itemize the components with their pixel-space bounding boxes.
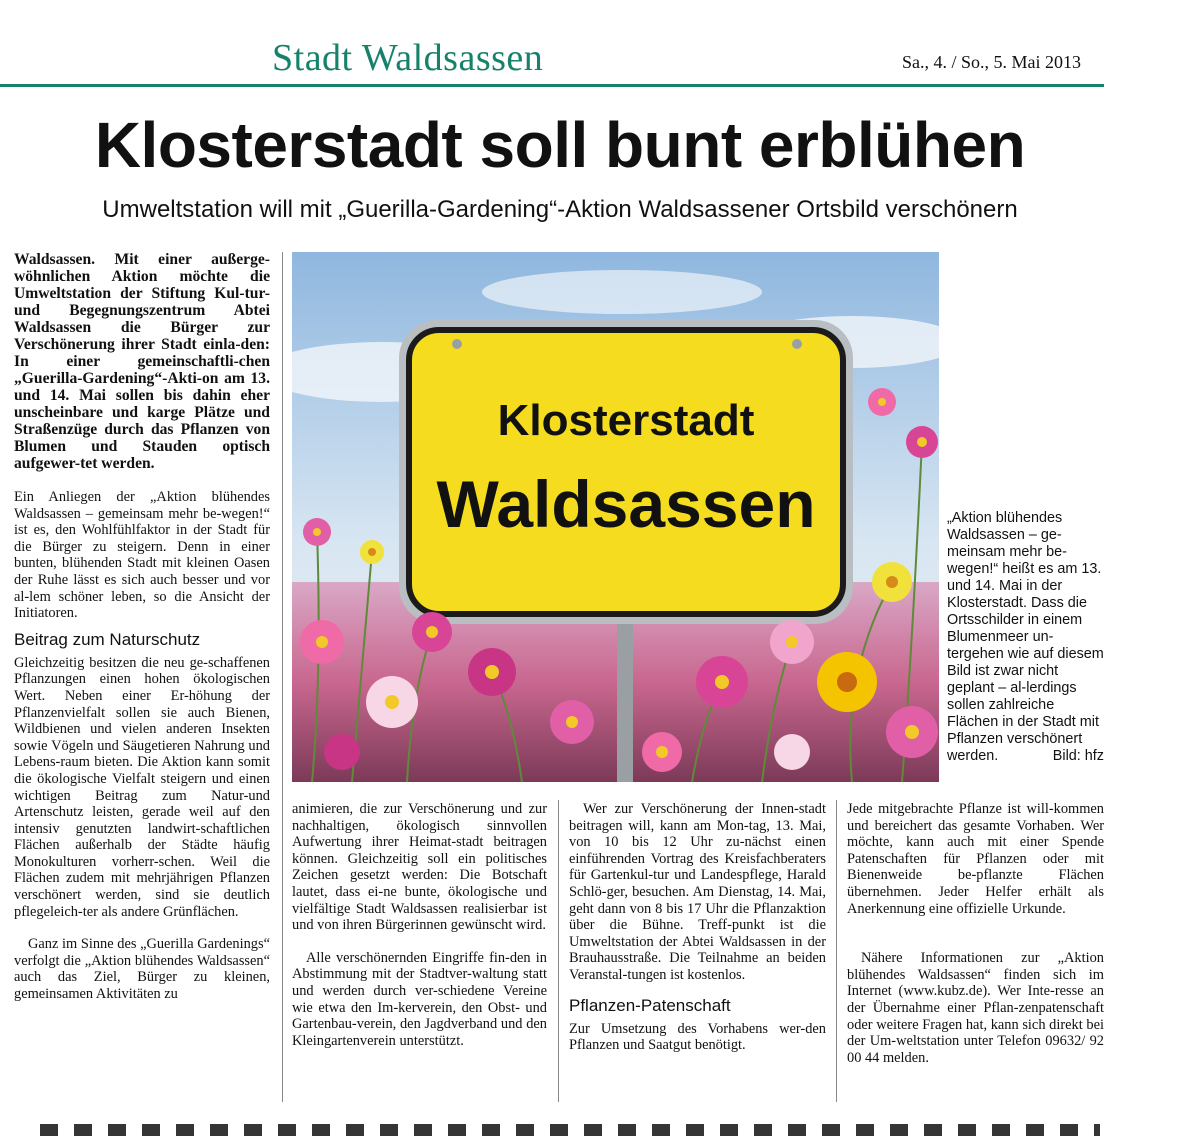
body-paragraph: Zur Umsetzung des Vorhabens wer-den Pflanzen und Saatgut benötigt. — [569, 1020, 826, 1054]
subheadline: Umweltstation will mit „Guerilla-Gardening“-Aktion Waldsassener Ortsbild verschönern — [102, 196, 1018, 223]
body-paragraph: animieren, die zur Verschönerung und zur nachhaltigen, ökologisch sinnvollen Aufwertung ihrer Heimat-stadt beitragen können. Gleichzeitig soll ein politisches Zeichen gesetzt werden: Die Botschaft lautet, dass ei-ne bunte, ökologische und vielfältige Stadt Waldsassen realisierbar ist und von ihren Bürgerinnen gewünscht wird. — [292, 801, 547, 934]
body-paragraph: Jede mitgebrachte Pflanze ist will-kommen und bereichert das gesamte Vorhaben. Wer möchte, kann auch mit einer Spende Patenschaften für Pflanzen oder mit Bienenweide be-pflanzte Flächen übernehmen. Jeder Helfer erhält als Anerkennung eine offizielle Urkunde. — [847, 801, 1104, 917]
body-paragraph: Ganz im Sinne des „Guerilla Gardenings“ verfolgt die „Aktion blühendes Waldsassen“ auch das Ziel, Bürger zu kleinen, gemeinsamen Aktivitäten zu — [14, 936, 270, 1003]
column-3 — [569, 801, 826, 1054]
subheading-naturschutz: Beitrag zum Naturschutz — [14, 629, 201, 649]
column-2 — [292, 801, 547, 1049]
sign-line-2: Waldsassen — [436, 467, 816, 541]
lead-paragraph: Waldsassen. Mit einer außerge-wöhnlichen Aktion möchte die Umweltstation der Stiftung Kul-tur- und Begegnungszentrum Abtei Waldsassen die Bürger zur Verschönerung ihrer Stadt einla-den: In einer gemeinschaftli-chen „Guerilla-Gardening“-Akti-on am 13. und 14. Mai sollen bis dahin eher unscheinbare und karge Plätze und Straßenzüge durch das Pflanzen von Blumen und Stauden optisch aufgewer-tet werden. — [14, 251, 270, 472]
column-4 — [847, 801, 1104, 1066]
header-rule — [0, 84, 1104, 87]
section-title: Stadt Waldsassen — [272, 37, 544, 79]
column-divider — [836, 800, 837, 1102]
body-paragraph: Nähere Informationen zur „Aktion blühendes Waldsassen“ finden sich im Internet (www.kubz.de). Wer Inte-resse an der Übernahme einer Pflan-zenpatenschaft oder weitere Fragen hat, kann sich direkt bei der Um-weltstation unter Telefon 09632/ 92 00 44 melden. — [847, 950, 1104, 1066]
caption-text: „Aktion blühendes Waldsassen – ge-meinsam mehr be-wegen!“ heißt es am 13. und 14. Mai in der Klosterstadt. Dass die Ortsschilder in einem Blumenmeer un-tergehen wie auf diesem Bild ist zwar nicht geplant – al-lerdings sollen zahlreiche Flächen in der Stadt mit Pflanzen verschönert werden. — [947, 510, 1104, 764]
issue-date: Sa., 4. / So., 5. Mai 2013 — [902, 52, 1082, 72]
body-paragraph: Gleichzeitig besitzen die neu ge-schaffenen Pflanzungen einen hohen ökologischen Wert. Neben einer Er-höhung der Pflanzenvielfalt sollen sie auch Bienen, Wildbienen und vielen anderen Insekten sowie Vögeln und Säugetieren Nahrung und Lebens-raum bieten. Die Aktion kann somit die ökologische Vielfalt steigern und einen wichtigen Beitrag zum Natur-und Artenschutz leisten, gerade weil auf den intensiv genutzten landwirt-schaftlichen Flächen außerhalb der Städte häufig Monokulturen vorherr-schen. Weil die Flächen zudem mit mehrjährigen Pflanzen verschönert werden, sind sie deutlich pflegeleich-ter als andere Grünflächen. — [14, 654, 270, 920]
column-divider — [558, 800, 559, 1102]
photo-credit: Bild: hfz — [1052, 748, 1104, 764]
headline: Klosterstadt soll bunt erblühen — [94, 109, 1026, 181]
body-paragraph: Ein Anliegen der „Aktion blühendes Waldsassen – gemeinsam mehr be-wegen!“ ist es, den Wohlfühlfaktor in der Stadt für die Bürger zu steigern. Denn in einer bunten, blühenden Stadt mit kleinen Oasen der Ruhe lässt es sich auch besser und vor al-lem schöner leben, so die Ansicht der Initiatoren. — [14, 489, 270, 622]
photo-ortsschild — [292, 252, 939, 782]
photo-caption — [947, 510, 1104, 765]
body-paragraph: Wer zur Verschönerung der Innen-stadt beitragen will, kann am Mon-tag, 13. Mai, von 10 bis 12 Uhr zu-nächst einen einführenden Vortrag des Kreisfachberaters für Gartenkul-tur und Landespflege, Harald Schlö-ger, besuchen. Am Dienstag, 14. Mai, geht dann von 8 bis 17 Uhr die Pflanzaktion über die Bühne. Treff-punkt ist die Umweltstation der Abtei Waldsassen in der Brauhausstraße. Die Teilnahme an beiden Veranstal-tungen ist kostenlos. — [569, 801, 826, 983]
column-1 — [14, 251, 270, 1003]
sign-line-1: Klosterstadt — [497, 396, 755, 445]
subheading-patenschaft: Pflanzen-Patenschaft — [569, 995, 731, 1015]
next-headline-fragment — [0, 1118, 1179, 1136]
body-paragraph: Alle verschönernden Eingriffe fin-den in Abstimmung mit der Stadtver-waltung statt und werden durch ver-schiedene Vereine wie etwa den Im-kerverein, den Obst- und Gartenbau-verein, den Jagdverband und den Kleingartenverein unterstützt. — [292, 949, 547, 1049]
column-divider — [282, 252, 283, 1102]
